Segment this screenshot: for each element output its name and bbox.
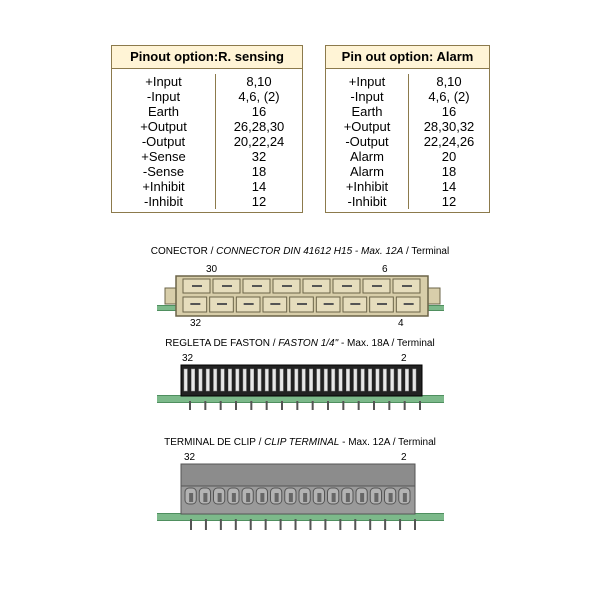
signal-name: Earth: [147, 104, 180, 119]
clip-contact: [389, 493, 393, 502]
caption-text: TERMINAL DE CLIP /: [164, 437, 265, 448]
clip-pin: [354, 519, 356, 530]
pin-numbers: 14: [251, 179, 267, 194]
pin-numbers: 16: [251, 104, 267, 119]
pin-label-top-left: 30: [206, 264, 218, 275]
clip-pin: [384, 519, 386, 530]
pin-numbers: 32: [251, 149, 267, 164]
caption-italic-text: CONNECTOR DIN 41612 H15 - Max. 12A: [216, 246, 404, 257]
clip-pin: [414, 519, 416, 530]
clip-pin: [220, 519, 222, 530]
clip-contact: [360, 493, 364, 502]
pin-label-right: 2: [401, 452, 407, 463]
signal-name: -Inhibit: [143, 194, 184, 209]
pin-numbers: 20,22,24: [233, 134, 285, 149]
pin-numbers: 12: [441, 194, 457, 209]
pin-label-right: 2: [401, 353, 407, 364]
clip-pin: [369, 519, 371, 530]
signal-name: -Output: [141, 134, 186, 149]
clip-pin: [309, 519, 311, 530]
pin-numbers: 20: [441, 149, 457, 164]
clip-pin: [339, 519, 341, 530]
clip-contact: [303, 493, 307, 502]
clip-pin: [190, 519, 192, 530]
pin-label-left: 32: [182, 353, 194, 364]
signal-name: Alarm: [350, 149, 384, 164]
clip-contact: [218, 493, 222, 502]
pin-label-top-right: 6: [382, 264, 388, 275]
caption-tail-text: - Max. 12A / Terminal: [339, 437, 436, 448]
signal-name: +Input: [348, 74, 386, 89]
table-title: Pin out option: Alarm: [326, 46, 489, 69]
clip-contact: [275, 493, 279, 502]
clip-contact: [246, 493, 250, 502]
table-title: Pinout option:R. sensing: [112, 46, 302, 69]
clip-contact: [189, 493, 193, 502]
caption-italic-text: CLIP TERMINAL: [264, 437, 340, 448]
clip-pin: [399, 519, 401, 530]
signal-name: Alarm: [350, 164, 384, 179]
signal-name: Earth: [351, 104, 383, 119]
signal-name: -Inhibit: [347, 194, 387, 209]
clip-body-top: [181, 464, 415, 486]
pin-numbers: 26,28,30: [233, 119, 285, 134]
caption-text: REGLETA DE FASTON /: [165, 338, 279, 349]
clip-contact: [260, 493, 264, 502]
pin-numbers: 28,30,32: [423, 119, 475, 134]
clip-pins: [190, 519, 416, 530]
signal-name: -Output: [345, 134, 389, 149]
pin-numbers: 16: [441, 104, 457, 119]
caption-italic-text: FASTON 1/4": [278, 338, 339, 349]
pin-numbers: 14: [441, 179, 457, 194]
pin-label-left: 32: [184, 452, 196, 463]
clip-pin: [295, 519, 297, 530]
pin-numbers: 22,24,26: [423, 134, 475, 149]
clip-contact: [203, 493, 207, 502]
signal-name: +Output: [343, 119, 391, 134]
clip-contact: [346, 493, 350, 502]
pin-numbers: 18: [251, 164, 267, 179]
clip-pin: [205, 519, 207, 530]
clip-contact: [289, 493, 293, 502]
pin-numbers: 18: [441, 164, 457, 179]
signal-name: +Sense: [141, 149, 186, 164]
clip-pin: [250, 519, 252, 530]
signal-name: -Sense: [142, 164, 185, 179]
pin-label-bottom-left: 32: [190, 318, 202, 329]
clip-contact: [317, 493, 321, 502]
caption-text: CONECTOR /: [150, 246, 217, 257]
clip-contact: [232, 493, 236, 502]
signal-name: +Input: [145, 74, 182, 89]
clip-pin: [235, 519, 237, 530]
caption-tail-text: / Terminal: [403, 246, 450, 257]
pin-numbers: 8,10: [246, 74, 272, 89]
pin-numbers: 12: [251, 194, 267, 209]
signal-name: +Inhibit: [142, 179, 185, 194]
signal-name: -Input: [350, 89, 384, 104]
caption-tail-text: - Max. 18A / Terminal: [338, 338, 435, 349]
clip-pin: [324, 519, 326, 530]
clip-contact: [403, 493, 407, 502]
pin-label-bottom-right: 4: [398, 318, 404, 329]
clip-contact: [332, 493, 336, 502]
clip-pin: [280, 519, 282, 530]
signal-name: +Inhibit: [345, 179, 389, 194]
clip-contact: [374, 493, 378, 502]
pin-numbers: 4,6, (2): [428, 89, 470, 104]
pin-numbers: 4,6, (2): [238, 89, 280, 104]
clip-pin: [265, 519, 267, 530]
signal-name: +Output: [140, 119, 187, 134]
signal-name: -Input: [146, 89, 181, 104]
pin-numbers: 8,10: [436, 74, 462, 89]
